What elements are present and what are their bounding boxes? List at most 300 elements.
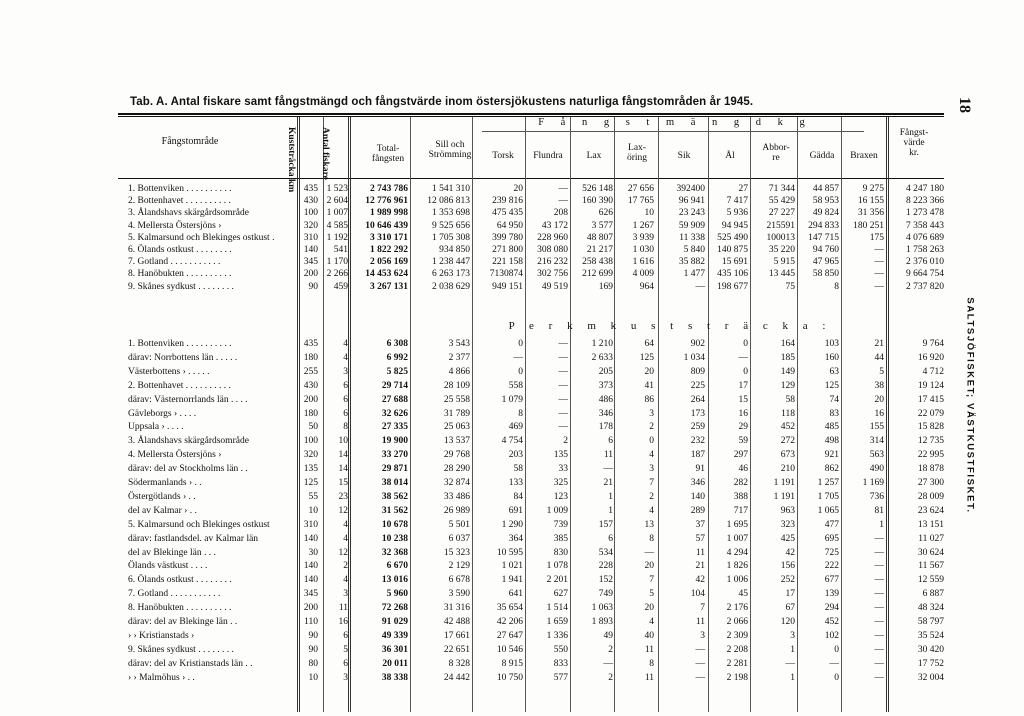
table-cell: 452 [780, 422, 795, 433]
table-cell: 4 [343, 519, 348, 530]
table-cell: 125 [824, 380, 839, 391]
table-cell: — [874, 245, 884, 255]
table-row [118, 338, 944, 351]
table-cell: 5 [343, 644, 348, 655]
table-cell: 641 [508, 589, 523, 600]
table-row [118, 268, 944, 281]
row-label: 7. Gotland . . . . . . . . . . . [128, 589, 221, 600]
table-cell: 3 [343, 672, 348, 683]
table-cell: 10 546 [496, 644, 523, 655]
table-cell: 14 [338, 450, 348, 461]
table-row [118, 207, 944, 220]
table-cell: 37 [695, 519, 705, 530]
table-cell: — [874, 533, 884, 544]
table-row [118, 560, 944, 573]
table-cell: 833 [553, 658, 568, 669]
table-cell: — [874, 617, 884, 627]
table-cell: 4 [343, 533, 348, 544]
table-cell: 164 [780, 339, 795, 349]
table-cell: 475 435 [492, 208, 523, 219]
table-cell: 252 [780, 575, 795, 586]
table-cell: 1 616 [632, 257, 654, 268]
table-cell: 13 [644, 519, 654, 530]
table-cell: 2 376 010 [906, 257, 944, 268]
table-cell: 17 415 [917, 394, 944, 405]
table-cell: 23 624 [917, 505, 944, 516]
table-cell: 35 882 [678, 257, 705, 268]
table-cell: 673 [780, 450, 795, 461]
table-cell: — [874, 672, 884, 683]
table-cell: 310 [303, 232, 318, 243]
table-row [118, 574, 944, 587]
row-label: 9. Skånes sydkust . . . . . . . . [128, 281, 234, 292]
table-cell: 83 [829, 408, 839, 419]
table-cell: 15 828 [917, 422, 944, 433]
table-cell: 118 [781, 408, 795, 419]
table-cell: 45 [738, 589, 748, 600]
table-cell: 94 945 [721, 220, 748, 231]
table-cell: 133 [508, 478, 523, 488]
table-cell: 3 [700, 630, 705, 641]
table-cell: 42 [785, 547, 795, 558]
table-cell: 31 316 [443, 603, 470, 614]
table-cell: 5 [879, 366, 884, 377]
table-cell: 16 155 [857, 196, 884, 207]
row-label: › › Kristianstads › [128, 630, 195, 641]
table-cell: 3 590 [448, 589, 470, 600]
table-cell: 6 [343, 630, 348, 641]
table-cell: 5 825 [386, 366, 408, 377]
table-cell: 91 [695, 464, 705, 475]
table-cell: 84 [513, 491, 523, 502]
table-cell: 1 941 [501, 575, 523, 586]
table-cell: 1 989 998 [370, 208, 408, 219]
table-cell: 8 [343, 422, 348, 433]
table-cell: 14 453 624 [365, 269, 408, 280]
table-cell: 1 290 [501, 519, 523, 530]
table-cell: 22 995 [917, 450, 944, 461]
table-cell: 30 420 [917, 644, 944, 655]
header-total: Total- fångsten [371, 144, 405, 164]
table-cell: 490 [869, 464, 884, 475]
row-label: därav: del av Blekinge län . . [128, 617, 238, 627]
table-cell: 435 106 [717, 269, 748, 280]
table-cell: 48 807 [586, 232, 613, 243]
table-cell: 862 [824, 464, 839, 475]
table-cell: 1 009 [546, 505, 568, 516]
table-cell: 1 695 [726, 519, 748, 530]
table-header-rule [118, 178, 944, 179]
table-cell: 29 768 [443, 450, 470, 461]
table-cell: 8 [649, 533, 654, 544]
table-cell: 27 335 [381, 422, 408, 433]
table-row [118, 183, 944, 196]
table-cell: 110 [304, 617, 318, 627]
page-title: Tab. A. Antal fiskare samt fångstmängd och fångstvärde inom östersjökustens naturliga fångstområden år 1945. [130, 96, 754, 108]
table-cell: 7 [649, 478, 654, 488]
table-cell: 9 664 754 [906, 269, 944, 280]
table-cell: 1 007 [326, 208, 348, 219]
table-cell: 75 [785, 281, 795, 292]
table-cell: 9 525 656 [432, 220, 470, 231]
table-cell: 140 [690, 491, 705, 502]
table-cell: 140 [303, 575, 318, 586]
table-row [118, 658, 944, 671]
row-label: Östergötlands › . . [128, 491, 196, 502]
table-cell: 156 [780, 561, 795, 572]
table-cell: 140 [303, 561, 318, 572]
table-cell: 11 567 [918, 561, 944, 572]
table-cell: 17 [785, 589, 795, 600]
table-cell: 12 735 [917, 436, 944, 447]
table-cell: 320 [303, 450, 318, 461]
table-cell: 11 027 [918, 533, 944, 544]
table-cell: 149 [780, 366, 795, 377]
table-cell: 4 [343, 352, 348, 363]
table-cell: 11 [338, 603, 348, 614]
table-cell: 15 [338, 478, 348, 488]
table-cell: 4 585 [326, 220, 348, 231]
table-cell: 100 [303, 208, 318, 219]
table-cell: 3 577 [591, 220, 613, 231]
table-row [118, 547, 944, 560]
row-label: del av Blekinge län . . . [128, 547, 216, 558]
table-cell: 627 [553, 589, 568, 600]
table-cell: 44 [874, 352, 884, 363]
table-cell: 1 523 [326, 184, 348, 194]
table-cell: 59 909 [678, 220, 705, 231]
table-cell: 902 [690, 339, 705, 349]
table-cell: 225 [690, 380, 705, 391]
table-cell: 8 [834, 281, 839, 292]
table-row [118, 491, 944, 504]
table-cell: 934 850 [439, 245, 470, 255]
header-torsk: Torsk [492, 151, 514, 161]
table-cell: 2 [608, 644, 613, 655]
table-cell: 1 169 [862, 478, 884, 488]
table-cell: 525 490 [717, 232, 748, 243]
row-label: 7. Gotland . . . . . . . . . . . [128, 257, 221, 268]
table-cell: 1 021 [501, 561, 523, 572]
table-cell: — [874, 281, 884, 292]
table-row [118, 244, 944, 257]
table-cell: 212 699 [582, 269, 613, 280]
table-cell: 809 [690, 366, 705, 377]
table-cell: 30 [308, 547, 318, 558]
table-cell: 10 750 [496, 672, 523, 683]
section-per-km-label: P e r k m k u s t s t r ä c k a : [508, 320, 832, 332]
table-cell: 13 151 [917, 519, 944, 530]
table-cell: 373 [598, 380, 613, 391]
header-al: Ål [725, 151, 735, 161]
table-row [118, 435, 944, 448]
header-braxen: Braxen [850, 151, 878, 161]
table-cell: 1 [879, 519, 884, 530]
table-cell: 152 [598, 575, 613, 586]
table-cell: 32 004 [917, 672, 944, 683]
table-cell: 12 559 [917, 575, 944, 586]
table-cell: 125 [639, 352, 654, 363]
table-cell: 346 [598, 408, 613, 419]
row-label: därav: del av Kristianstads län . . [128, 658, 253, 669]
table-cell: 725 [824, 547, 839, 558]
row-label: 4. Mellersta Östersjöns › [128, 450, 222, 461]
table-cell: 64 950 [496, 220, 523, 231]
header-abborre: Abbor- re [762, 143, 790, 163]
table-cell: 22 651 [443, 644, 470, 655]
table-cell: 42 [695, 575, 705, 586]
table-cell: 388 [733, 491, 748, 502]
table-cell: 57 [695, 533, 705, 544]
table-cell: 3 939 [632, 232, 654, 243]
table-cell: 100013 [766, 232, 795, 243]
table-cell: 1 [790, 644, 795, 655]
table-cell: 1 267 [632, 220, 654, 231]
row-label: Södermanlands › . . [128, 478, 202, 488]
table-row [118, 505, 944, 518]
table-cell: 294 [824, 603, 839, 614]
table-cell: 232 [690, 436, 705, 447]
table-cell: 6 [343, 380, 348, 391]
table-cell: 228 960 [537, 232, 568, 243]
table-cell: 35 220 [768, 245, 795, 255]
table-cell: 1 192 [326, 232, 348, 243]
table-cell: 1 191 [773, 491, 795, 502]
table-row [118, 463, 944, 476]
table-cell: 140 [303, 245, 318, 255]
table-cell: 96 941 [678, 196, 705, 207]
table-cell: — [558, 394, 568, 405]
table-cell: 23 243 [678, 208, 705, 219]
table-cell: 314 [869, 436, 884, 447]
table-cell: 541 [333, 245, 348, 255]
table-cell: 63 [829, 366, 839, 377]
table-cell: 677 [824, 575, 839, 586]
table-cell: 310 [303, 519, 318, 530]
table-row [118, 588, 944, 601]
table-cell: 10 [644, 208, 654, 219]
table-cell: 2 [608, 672, 613, 683]
table-cell: 2 [649, 491, 654, 502]
table-row [118, 380, 944, 393]
table-cell: 80 [308, 658, 318, 669]
table-row [118, 616, 944, 629]
table-cell: 139 [824, 589, 839, 600]
table-row [118, 449, 944, 462]
table-cell: 949 151 [492, 281, 523, 292]
table-cell: 90 [308, 281, 318, 292]
table-cell: 320 [303, 220, 318, 231]
table-cell: 6 887 [922, 589, 944, 600]
table-cell: 19 900 [381, 436, 408, 447]
table-cell: 120 [780, 617, 795, 627]
table-cell: — [558, 184, 568, 194]
table-cell: 558 [508, 380, 523, 391]
table-cell: 33 [558, 464, 568, 475]
row-label: 8. Hanöbukten . . . . . . . . . . [128, 269, 232, 280]
table-cell: 399 780 [492, 232, 523, 243]
table-cell: — [874, 547, 884, 558]
table-cell: 30 624 [917, 547, 944, 558]
table-cell: 36 301 [381, 644, 408, 655]
table-cell: 1 063 [591, 603, 613, 614]
header-antal-fiskare: Antal fiskare [320, 127, 330, 180]
table-cell: 6 037 [448, 533, 470, 544]
table-cell: 1 210 [591, 339, 613, 349]
table-cell: 216 232 [537, 257, 568, 268]
table-cell: 203 [508, 450, 523, 461]
table-cell: 81 [874, 505, 884, 516]
table-cell: 71 344 [768, 184, 795, 194]
table-cell: 12 [338, 547, 348, 558]
table-cell: 9 764 [922, 339, 944, 349]
table-cell: 2 038 629 [432, 281, 470, 292]
table-cell: 48 324 [917, 603, 944, 614]
table-cell: 58 953 [812, 196, 839, 207]
table-cell: 430 [303, 196, 318, 207]
table-cell: 2 [343, 561, 348, 572]
table-cell: 102 [824, 630, 839, 641]
table-cell: — [874, 561, 884, 572]
table-cell: 1 [608, 491, 613, 502]
table-cell: 749 [598, 589, 613, 600]
table-cell: 44 857 [812, 184, 839, 194]
table-cell: 18 878 [917, 464, 944, 475]
table-cell: 42 488 [443, 617, 470, 627]
table-cell: — [874, 658, 884, 669]
table-cell: — [738, 352, 748, 363]
table-cell: — [874, 269, 884, 280]
table-cell: 2 208 [726, 644, 748, 655]
table-cell: 12 [338, 505, 348, 516]
table-cell: 1 034 [683, 352, 705, 363]
table-cell: 38 338 [381, 672, 408, 683]
table-cell: 64 [644, 339, 654, 349]
table-cell: 15 [738, 394, 748, 405]
table-cell: 13 016 [381, 575, 408, 586]
table-cell: 691 [508, 505, 523, 516]
table-cell: 7 417 [726, 196, 748, 207]
table-row [118, 644, 944, 657]
table-cell: 1 826 [726, 561, 748, 572]
table-cell: 29 871 [381, 464, 408, 475]
table-cell: 626 [598, 208, 613, 219]
table-cell: 198 677 [717, 281, 748, 292]
table-cell: 14 [338, 464, 348, 475]
table-cell: — [695, 672, 705, 683]
table-cell: — [603, 464, 613, 475]
table-cell: 94 760 [812, 245, 839, 255]
table-cell: 25 063 [443, 422, 470, 433]
table-cell: 11 [695, 617, 705, 627]
table-cell: 103 [824, 339, 839, 349]
table-cell: 5 [649, 589, 654, 600]
table-cell: 58 [513, 464, 523, 475]
row-label: 6. Ölands ostkust . . . . . . . . [128, 245, 232, 255]
table-cell: 1 705 [817, 491, 839, 502]
table-cell: 0 [743, 366, 748, 377]
header-flundra: Flundra [533, 151, 563, 161]
table-row [118, 672, 944, 685]
table-cell: 20 [513, 184, 523, 194]
table-cell: 31 562 [381, 505, 408, 516]
table-cell: — [874, 575, 884, 586]
table-cell: 140 875 [717, 245, 748, 255]
header-kuststracka: Kuststräcka km [286, 127, 296, 193]
table-cell: 921 [824, 450, 839, 461]
table-cell: 21 217 [586, 245, 613, 255]
table-cell: 27 300 [917, 478, 944, 488]
table-cell: 6 992 [386, 352, 408, 363]
table-cell: 129 [780, 380, 795, 391]
table-cell: 35 524 [917, 630, 944, 641]
table-cell: 140 [303, 533, 318, 544]
table-cell: 736 [869, 491, 884, 502]
table-cell: 3 310 171 [370, 232, 408, 243]
table-cell: — [874, 644, 884, 655]
table-cell: 8 915 [501, 658, 523, 669]
row-label: 9. Skånes sydkust . . . . . . . . [128, 644, 234, 655]
table-cell: 11 [644, 644, 654, 655]
table-cell: 2 056 169 [370, 257, 408, 268]
table-cell: 12 776 961 [365, 196, 408, 207]
table-cell: 2 743 786 [370, 184, 408, 194]
table-cell: — [558, 352, 568, 363]
table-cell: 297 [733, 450, 748, 461]
table-cell: 695 [824, 533, 839, 544]
table-cell: 90 [308, 630, 318, 641]
table-cell: 264 [690, 394, 705, 405]
table-row [118, 281, 944, 294]
table-cell: 16 [874, 408, 884, 419]
header-fangstomrade: Fångstområde [161, 136, 219, 147]
table-cell: 255 [303, 366, 318, 377]
table-cell: 16 920 [917, 352, 944, 363]
table-cell: 215591 [766, 220, 795, 231]
table-cell: 830 [553, 547, 568, 558]
table-cell: 55 [308, 491, 318, 502]
table-cell: 2 266 [326, 269, 348, 280]
table-cell: 2 604 [326, 196, 348, 207]
table-cell: 13 445 [768, 269, 795, 280]
table-row [118, 519, 944, 532]
table-cell: 38 014 [381, 478, 408, 488]
table-cell: 160 [824, 352, 839, 363]
table-cell: 169 [598, 281, 613, 292]
table-cell: 9 275 [862, 184, 884, 194]
table-cell: 74 [829, 394, 839, 405]
table-cell: 1 257 [817, 478, 839, 488]
table-cell: 200 [303, 603, 318, 614]
row-label: 2. Bottenhavet . . . . . . . . . . [128, 196, 231, 207]
row-label: Ölands västkust . . . . [128, 561, 208, 572]
table-cell: 2 176 [726, 603, 748, 614]
table-cell: 29 [738, 422, 748, 433]
table-cell: 302 756 [537, 269, 568, 280]
table-cell: 21 [874, 339, 884, 349]
table-cell: — [695, 658, 705, 669]
row-label: 5. Kalmarsund och Blekinges ostkust . [128, 232, 275, 243]
page-number: 18 [956, 97, 973, 113]
table-cell: 1 007 [726, 533, 748, 544]
row-label: 1. Bottenviken . . . . . . . . . . [128, 184, 232, 194]
table-cell: 17 752 [917, 658, 944, 669]
table-row [118, 195, 944, 208]
table-cell: 10 [308, 672, 318, 683]
table-row [118, 630, 944, 643]
table-cell: 100 [303, 436, 318, 447]
table-cell: 2 [563, 436, 568, 447]
